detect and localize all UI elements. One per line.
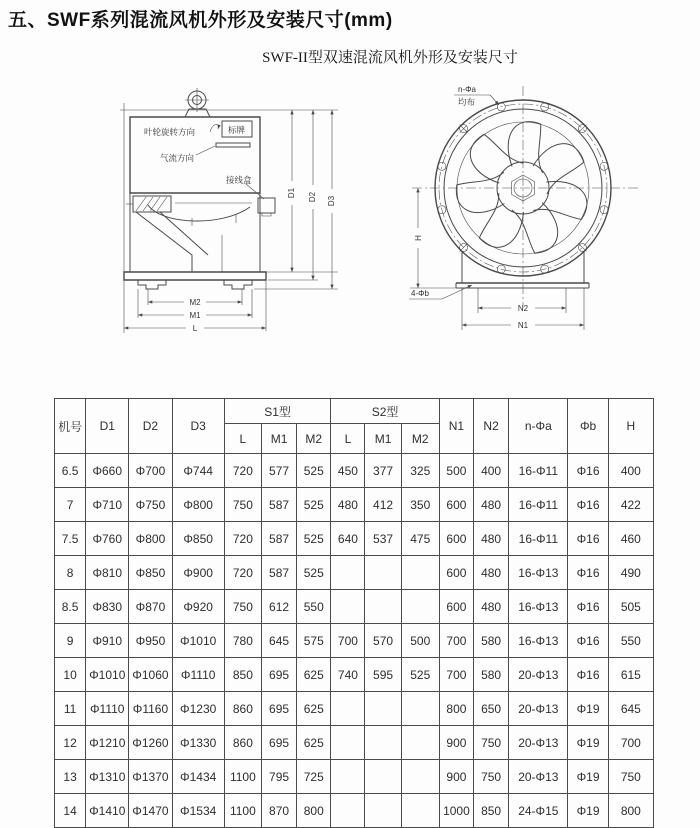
table-cell: 8 <box>55 556 86 590</box>
table-cell: 13 <box>55 760 86 794</box>
table-cell <box>401 760 439 794</box>
table-cell: Φ1330 <box>172 726 224 760</box>
table-cell: 695 <box>261 692 296 726</box>
table-cell: 570 <box>365 624 401 658</box>
col-group-s1: S1型 <box>224 399 331 424</box>
table-cell: Φ1370 <box>129 760 172 794</box>
table-cell <box>331 726 365 760</box>
table-cell: Φ19 <box>568 794 608 828</box>
table-cell: 480 <box>474 556 509 590</box>
motor-section <box>126 196 171 212</box>
table-cell: 550 <box>297 590 331 624</box>
table-cell: Φ19 <box>568 692 608 726</box>
table-cell: 860 <box>224 692 261 726</box>
table-row <box>55 658 654 692</box>
col-header-n1: N1 <box>439 399 473 454</box>
table-cell: 625 <box>297 658 331 692</box>
nameplate-label: 标牌 <box>228 125 246 135</box>
table-cell: Φ800 <box>172 488 224 522</box>
table-cell: 460 <box>608 522 653 556</box>
table-cell <box>401 556 439 590</box>
table-cell: 750 <box>224 488 261 522</box>
table-cell: 800 <box>297 794 331 828</box>
airflow-label: 气流方向 <box>160 153 195 163</box>
table-cell: 500 <box>401 624 439 658</box>
table-cell: 700 <box>439 658 473 692</box>
svg-text:D1: D1 <box>287 187 296 199</box>
svg-text:M2: M2 <box>189 298 201 307</box>
table-cell: 720 <box>224 522 261 556</box>
table-cell: 750 <box>608 760 653 794</box>
table-cell: 595 <box>365 658 401 692</box>
table-cell: Φ16 <box>568 624 608 658</box>
table-cell: 800 <box>608 794 653 828</box>
table-cell <box>401 590 439 624</box>
mounting-foot <box>138 280 166 289</box>
col-header-s1-m1: M1 <box>261 424 296 454</box>
dim-l <box>124 324 266 333</box>
col-header-s1-m2: M2 <box>297 424 331 454</box>
table-cell: 645 <box>608 692 653 726</box>
table-cell: 525 <box>401 658 439 692</box>
table-cell: 14 <box>55 794 86 828</box>
table-cell: 600 <box>439 556 473 590</box>
table-cell: 450 <box>331 454 365 488</box>
table-cell: 795 <box>261 760 296 794</box>
svg-text:L: L <box>192 324 198 333</box>
table-cell: Φ19 <box>568 760 608 794</box>
table-cell: 480 <box>474 488 509 522</box>
table-cell: 750 <box>474 726 509 760</box>
dim-n1 <box>462 321 584 330</box>
table-cell: 8.5 <box>55 590 86 624</box>
table-cell: 700 <box>331 624 365 658</box>
svg-text:N2: N2 <box>517 304 529 313</box>
table-cell: 7 <box>55 488 86 522</box>
foot-hole-callout <box>409 285 472 299</box>
table-cell <box>401 692 439 726</box>
table-cell: 7.5 <box>55 522 86 556</box>
table-cell: 475 <box>401 522 439 556</box>
table-cell: Φ19 <box>568 726 608 760</box>
table-cell: Φ830 <box>86 590 129 624</box>
table-cell: 577 <box>261 454 296 488</box>
table-cell: 20-Φ13 <box>509 692 568 726</box>
table-cell: Φ16 <box>568 556 608 590</box>
table-cell: Φ744 <box>172 454 224 488</box>
table-cell: 16-Φ13 <box>509 556 568 590</box>
table-cell: Φ710 <box>86 488 129 522</box>
col-header-d2: D2 <box>129 399 172 454</box>
impeller-rotation-label: 叶轮旋转方向 <box>144 127 196 137</box>
svg-text:H: H <box>414 235 423 241</box>
table-cell <box>365 794 401 828</box>
table-cell: 750 <box>474 760 509 794</box>
table-cell: 377 <box>365 454 401 488</box>
table-cell: 600 <box>439 590 473 624</box>
table-cell: Φ16 <box>568 590 608 624</box>
table-cell: 24-Φ15 <box>509 794 568 828</box>
table-cell: Φ850 <box>172 522 224 556</box>
table-cell: 525 <box>297 488 331 522</box>
table-cell: Φ1010 <box>86 658 129 692</box>
front-view-drawing <box>398 80 690 350</box>
table-cell: 700 <box>608 726 653 760</box>
dim-m2 <box>148 298 242 307</box>
table-cell: 12 <box>55 726 86 760</box>
table-cell: Φ1534 <box>172 794 224 828</box>
table-cell: 525 <box>297 454 331 488</box>
table-cell: Φ1310 <box>86 760 129 794</box>
col-header-s2-l: L <box>331 424 365 454</box>
airflow-bar <box>216 143 250 147</box>
col-header-d1: D1 <box>86 399 129 454</box>
dim-h <box>410 188 456 288</box>
table-cell: 20-Φ13 <box>509 658 568 692</box>
table-cell: 6.5 <box>55 454 86 488</box>
table-cell: 860 <box>224 726 261 760</box>
junction-box-label: 接线盒 <box>226 175 252 185</box>
table-cell: 780 <box>224 624 261 658</box>
table-cell: 400 <box>608 454 653 488</box>
table-cell: 625 <box>297 726 331 760</box>
inner-cone <box>136 203 252 272</box>
table-row <box>55 692 654 726</box>
table-cell: 580 <box>474 624 509 658</box>
table-cell: Φ16 <box>568 454 608 488</box>
table-cell: Φ1470 <box>129 794 172 828</box>
col-header-h: H <box>608 399 653 454</box>
table-cell: 587 <box>261 522 296 556</box>
impeller <box>449 113 596 258</box>
table-cell: Φ800 <box>129 522 172 556</box>
table-cell: 525 <box>297 522 331 556</box>
table-cell: 740 <box>331 658 365 692</box>
table-cell: 505 <box>608 590 653 624</box>
table-cell <box>331 760 365 794</box>
col-header-s2-m2: M2 <box>401 424 439 454</box>
table-cell <box>365 590 401 624</box>
table-cell: Φ870 <box>129 590 172 624</box>
table-cell: Φ16 <box>568 658 608 692</box>
dim-n2 <box>478 304 566 313</box>
table-cell: Φ16 <box>568 522 608 556</box>
table-cell <box>365 692 401 726</box>
table-cell: Φ920 <box>172 590 224 624</box>
table-row <box>55 488 654 522</box>
table-cell: Φ1434 <box>172 760 224 794</box>
table-cell: Φ660 <box>86 454 129 488</box>
dim-d3 <box>327 110 336 289</box>
table-cell: 1000 <box>439 794 473 828</box>
dim-m1 <box>138 311 252 320</box>
table-cell: 525 <box>297 556 331 590</box>
table-cell: 615 <box>608 658 653 692</box>
foot-hole-callout-text: 4-Φb <box>411 289 429 298</box>
table-cell: 480 <box>474 522 509 556</box>
table-cell: Φ700 <box>129 454 172 488</box>
svg-text:D2: D2 <box>308 191 317 203</box>
table-row <box>55 760 654 794</box>
table-cell: 10 <box>55 658 86 692</box>
table-cell: 16-Φ13 <box>509 590 568 624</box>
table-cell: Φ750 <box>129 488 172 522</box>
col-header-s1-l: L <box>224 424 261 454</box>
dim-d1 <box>287 110 296 272</box>
dimension-table <box>54 398 654 828</box>
table-cell: 700 <box>439 624 473 658</box>
table-cell: Φ1210 <box>86 726 129 760</box>
table-cell: 900 <box>439 760 473 794</box>
table-cell: 16-Φ11 <box>509 488 568 522</box>
svg-text:M1: M1 <box>189 311 201 320</box>
drawing-subtitle: SWF-II型双速混流风机外形及安装尺寸 <box>262 50 518 66</box>
table-row <box>55 454 654 488</box>
side-view-drawing <box>100 85 350 353</box>
table-cell: 650 <box>474 692 509 726</box>
table-cell: 1100 <box>224 794 261 828</box>
mounting-foot <box>224 280 252 289</box>
table-cell: Φ900 <box>172 556 224 590</box>
table-cell: 600 <box>439 522 473 556</box>
table-cell: 480 <box>474 590 509 624</box>
col-header-phi-b: Φb <box>568 399 608 454</box>
table-cell: Φ1060 <box>129 658 172 692</box>
table-cell: 537 <box>365 522 401 556</box>
table-cell: 500 <box>439 454 473 488</box>
col-header-s2-m1: M1 <box>365 424 401 454</box>
table-cell: Φ1410 <box>86 794 129 828</box>
table-cell <box>401 794 439 828</box>
col-header-machine-no: 机号 <box>55 399 86 454</box>
table-row <box>55 726 654 760</box>
table-cell: 16-Φ11 <box>509 522 568 556</box>
table-cell: Φ810 <box>86 556 129 590</box>
table-cell <box>365 556 401 590</box>
table-row <box>55 794 654 828</box>
table-row <box>55 624 654 658</box>
table-row <box>55 522 654 556</box>
table-cell: 900 <box>439 726 473 760</box>
table-cell: 16-Φ13 <box>509 624 568 658</box>
col-header-n-phi-a: n-Φa <box>509 399 568 454</box>
table-cell: 550 <box>608 624 653 658</box>
table-cell: 325 <box>401 454 439 488</box>
table-cell: Φ1110 <box>172 658 224 692</box>
table-cell: 480 <box>331 488 365 522</box>
svg-text:D3: D3 <box>327 195 336 207</box>
bolt-callout-line1: n-Φa <box>458 85 476 94</box>
table-cell: 412 <box>365 488 401 522</box>
col-group-s2: S2型 <box>331 399 440 424</box>
table-cell: 350 <box>401 488 439 522</box>
table-cell: 850 <box>474 794 509 828</box>
bolt-callout-line2: 均布 <box>458 97 476 107</box>
junction-box <box>258 198 275 216</box>
table-cell: 695 <box>261 726 296 760</box>
table-body <box>55 454 654 828</box>
table-cell <box>331 556 365 590</box>
table-cell <box>365 726 401 760</box>
table-cell: Φ910 <box>86 624 129 658</box>
table-cell: 600 <box>439 488 473 522</box>
table-cell: 20-Φ13 <box>509 760 568 794</box>
table-cell: 850 <box>224 658 261 692</box>
table-cell: 720 <box>224 454 261 488</box>
table-cell: 575 <box>297 624 331 658</box>
table-row <box>55 590 654 624</box>
table-cell: Φ760 <box>86 522 129 556</box>
table-cell <box>401 726 439 760</box>
table-cell: Φ1110 <box>86 692 129 726</box>
table-cell: Φ16 <box>568 488 608 522</box>
table-cell: 20-Φ13 <box>509 726 568 760</box>
bolt-callout <box>454 85 499 107</box>
table-cell: Φ1010 <box>172 624 224 658</box>
table-cell: 725 <box>297 760 331 794</box>
table-cell: Φ1230 <box>172 692 224 726</box>
inlet-flange <box>124 272 266 280</box>
svg-text:N1: N1 <box>517 321 529 330</box>
table-cell: 11 <box>55 692 86 726</box>
dim-d2 <box>308 110 317 280</box>
table-cell: 612 <box>261 590 296 624</box>
table-cell: 720 <box>224 556 261 590</box>
table-cell <box>365 760 401 794</box>
table-cell: Φ950 <box>129 624 172 658</box>
table-cell: 422 <box>608 488 653 522</box>
table-cell: 490 <box>608 556 653 590</box>
table-cell <box>331 590 365 624</box>
table-cell: 587 <box>261 556 296 590</box>
eyebolt-icon <box>185 88 210 117</box>
table-cell: 587 <box>261 488 296 522</box>
table-cell: Φ1260 <box>129 726 172 760</box>
col-header-n2: N2 <box>474 399 509 454</box>
table-cell: 870 <box>261 794 296 828</box>
table-cell: 16-Φ11 <box>509 454 568 488</box>
table-cell: 1100 <box>224 760 261 794</box>
table-cell: 695 <box>261 658 296 692</box>
table-row <box>55 556 654 590</box>
rotation-arrow-icon <box>210 124 218 132</box>
table-cell <box>331 692 365 726</box>
table-cell: Φ1160 <box>129 692 172 726</box>
table-cell <box>331 794 365 828</box>
table-cell: 750 <box>224 590 261 624</box>
table-cell: 400 <box>474 454 509 488</box>
table-cell: 9 <box>55 624 86 658</box>
table-cell: 645 <box>261 624 296 658</box>
page-title: 五、SWF系列混流风机外形及安装尺寸(mm) <box>8 10 393 31</box>
col-header-d3: D3 <box>172 399 224 454</box>
table-cell: 640 <box>331 522 365 556</box>
table-cell: 580 <box>474 658 509 692</box>
table-cell: 625 <box>297 692 331 726</box>
table-cell: Φ850 <box>129 556 172 590</box>
table-cell: 800 <box>439 692 473 726</box>
